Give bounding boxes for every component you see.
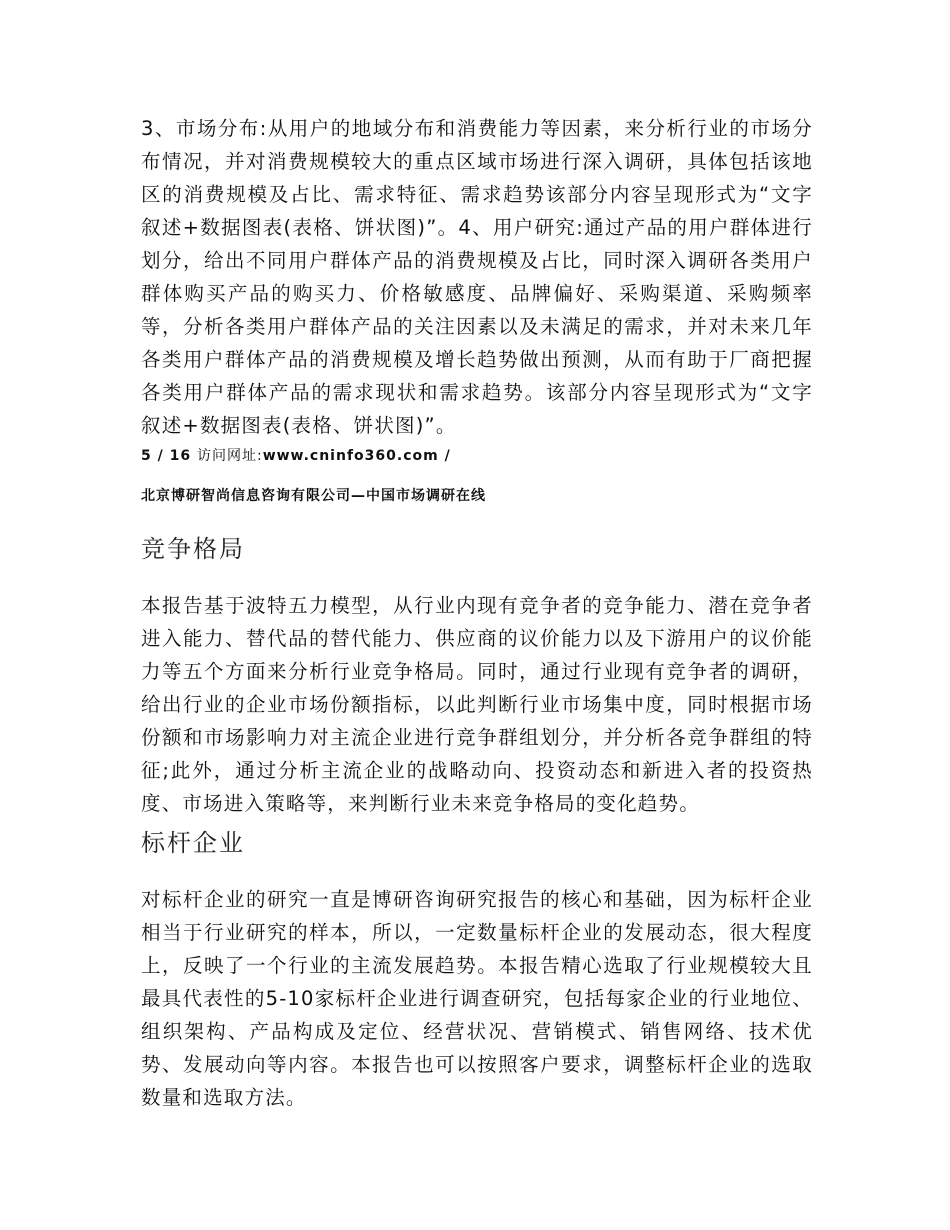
section-body-competition: 本报告基于波特五力模型，从行业内现有竞争者的竞争能力、潜在竞争者进入能力、替代品的替代能力、供应商的议价能力以及下游用户的议价能力等五个方面来分析行业竞争格局。同时，通过行业现有竞争者的调研，给出行业的企业市场份额指标，以此判断行业市场集中度，同时根据市场份额和市场影响力对主流企业进行竞争群组划分，并分析各竞争群组的特征;此外，通过分析主流企业的战略动向、投资动态和新进入者的投资热度、市场进入策略等，来判断行业未来竞争格局的变化趋势。 (141, 594, 813, 815)
section-body-benchmark: 对标杆企业的研究一直是博研咨询研究报告的核心和基础，因为标杆企业相当于行业研究的样本，所以，一定数量标杆企业的发展动态，很大程度上，反映了一个行业的主流发展趋势。本报告精心选取了行业规模较大且最具代表性的5-10家标杆企业进行调查研究，包括每家企业的行业地位、组织架构、产品构成及定位、经营状况、营销模式、销售网络、技术优势、发展动向等内容。本报告也可以按照客户要求，调整标杆企业的选取数量和选取方法。 (141, 888, 813, 1109)
company-line: 北京博研智尚信息咨询有限公司—中国市场调研在线 (141, 488, 486, 504)
page-footer-url-line (141, 446, 451, 466)
site-url[interactable]: www.cninfo360.com / (262, 448, 451, 464)
section-heading-competition: 竞争格局 (141, 535, 245, 563)
visit-label: 访问网址: (196, 448, 263, 464)
page-indicator: 5 / 16 (141, 448, 197, 464)
market-distribution-paragraph: 3、市场分布:从用户的地域分布和消费能力等因素，来分析行业的市场分布情况，并对消费规模较大的重点区域市场进行深入调研，具体包括该地区的消费规模及占比、需求特征、需求趋势该部分内容呈现形式为“文字叙述+数据图表(表格、饼状图)”。4、用户研究:通过产品的用户群体进行划分，给出不同用户群体产品的消费规模及占比，同时深入调研各类用户群体购买产品的购买力、价格敏感度、品牌偏好、采购渠道、采购频率等，分析各类用户群体产品的关注因素以及未满足的需求，并对未来几年各类用户群体产品的消费规模及增长趋势做出预测，从而有助于厂商把握各类用户群体产品的需求现状和需求趋势。该部分内容呈现形式为“文字叙述+数据图表(表格、饼状图)”。 (141, 117, 813, 437)
section-heading-benchmark: 标杆企业 (141, 829, 245, 857)
